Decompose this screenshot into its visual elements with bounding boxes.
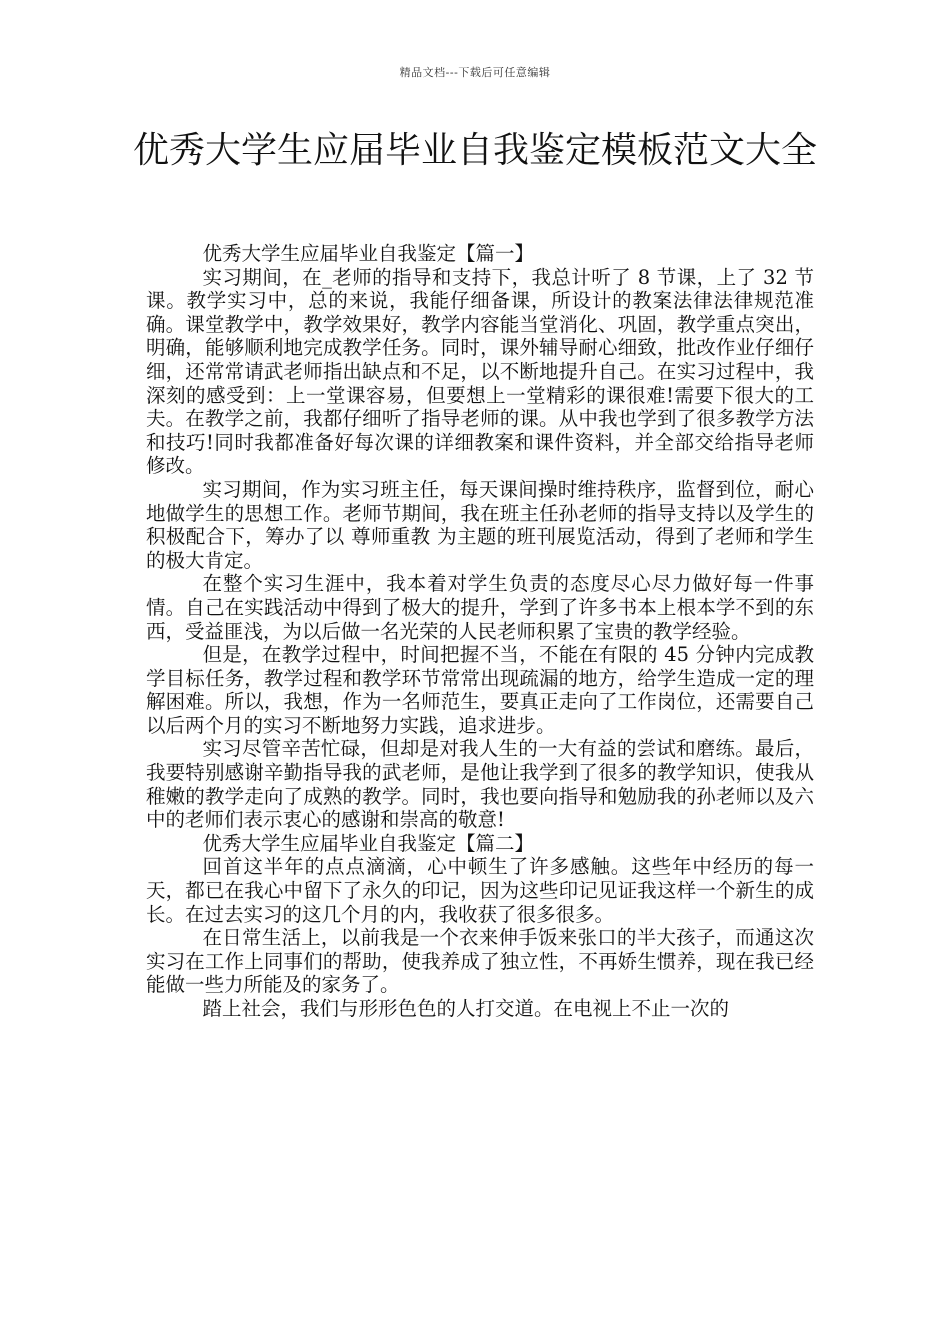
document-body: [146, 242, 814, 1021]
paragraph: 回首这半年的点点滴滴，心中顿生了许多感触。这些年中经历的每一天，都已在我心中留下了永久的印记，因为这些印记见证我这样一个新生的成长。在过去实习的这几个月的内，我收获了很多很多。: [146, 855, 814, 926]
document-header-note: 精品文档---下载后可任意编辑: [399, 66, 551, 79]
section-heading: 优秀大学生应届毕业自我鉴定【篇二】: [202, 831, 535, 855]
paragraph: 但是，在教学过程中，时间把握不当，不能在有限的 45 分钟内完成教学目标任务，教学过程和教学环节常常出现疏漏的地方，给学生造成一定的理解困难。所以，我想，作为一名师范生，要真正走向了工作岗位，还需要自己以后两个月的实习不断地努力实践，追求进步。: [146, 643, 814, 737]
document-title: 优秀大学生应届毕业自我鉴定模板范文大全: [132, 130, 817, 171]
paragraph: 实习期间，在_老师的指导和支持下，我总计听了 8 节课，上了 32 节课。教学实习中，总的来说，我能仔细备课，所设计的教案法律法律规范准确。课堂教学中，教学效果好，教学内容能当堂消化、巩固，教学重点突出，明确，能够顺利地完成教学任务。同时，课外辅导耐心细致，批改作业仔细仔细，还常常请武老师指出缺点和不足，以不断地提升自己。在实习过程中，我深刻的感受到：上一堂课容易，但要想上一堂精彩的课很难!需要下很大的工夫。在教学之前，我都仔细听了指导老师的课。从中我也学到了很多教学方法和技巧!同时我都准备好每次课的详细教案和课件资料，并全部交给指导老师修改。: [146, 265, 814, 478]
paragraph: 实习期间，作为实习班主任，每天课间操时维持秩序，监督到位，耐心地做学生的思想工作。老师节期间，我在班主任孙老师的指导支持以及学生的积极配合下，筹办了以 尊师重教 为主题的班刊展览活动，得到了老师和学生的极大肯定。: [146, 477, 814, 572]
paragraph: 踏上社会，我们与形形色色的人打交道。在电视上不止一次的: [202, 997, 730, 1020]
paragraph: 在日常生活上，以前我是一个衣来伸手饭来张口的半大孩子，而通这次实习在工作上同事们的帮助，使我养成了独立性，不再娇生惯养，现在我已经能做一些力所能及的家务了。: [146, 926, 814, 997]
paragraph: 实习尽管辛苦忙碌，但却是对我人生的一大有益的尝试和磨练。最后，我要特别感谢辛勤指导我的武老师，是他让我学到了很多的教学知识，使我从稚嫩的教学走向了成熟的教学。同时，我也要向指导和勉励我的孙老师以及六中的老师们表示衷心的感谢和崇高的敬意!: [146, 737, 814, 832]
section-heading: 优秀大学生应届毕业自我鉴定【篇一】: [202, 242, 535, 265]
paragraph: 在整个实习生涯中，我本着对学生负责的态度尽心尽力做好每一件事情。自己在实践活动中得到了极大的提升，学到了许多书本上根本学不到的东西，受益匪浅，为以后做一名光荣的人民老师积累了宝贵的教学经验。: [146, 572, 814, 643]
